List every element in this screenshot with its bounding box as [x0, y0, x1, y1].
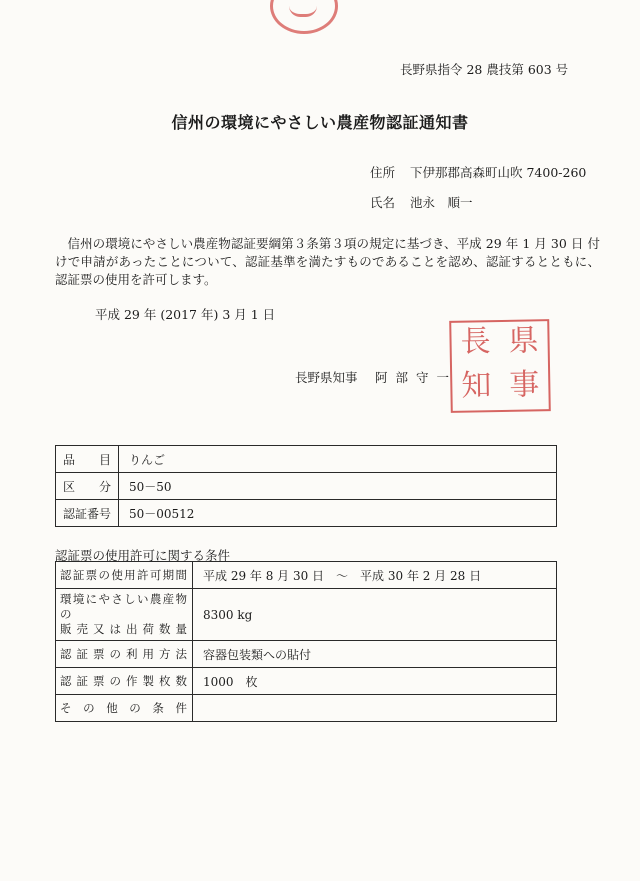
- document-title: 信州の環境にやさしい農産物認証通知書: [171, 113, 469, 132]
- product-table: [55, 445, 557, 527]
- official-seal: [449, 319, 551, 413]
- cert-number-label: 認証番号: [56, 500, 119, 527]
- document-number: 長野県指令 28 農技第 603 号: [400, 62, 569, 77]
- print-count-value: 1000 枚: [193, 668, 557, 695]
- table-row: [56, 668, 557, 695]
- seal-char: 長: [460, 324, 491, 360]
- product-label: 品 目: [56, 446, 119, 473]
- period-value: 平成 29 年 8 月 30 日 ～ 平成 30 年 2 月 28 日: [193, 562, 557, 589]
- name-label: 氏名: [370, 195, 396, 210]
- issue-date: 平成 29 年 (2017 年) 3 月 1 日: [95, 307, 276, 322]
- table-row: [56, 641, 557, 668]
- table-row: [56, 473, 557, 500]
- address-value: 下伊那郡高森町山吹 7400-260: [410, 165, 587, 180]
- category-label: 区 分: [56, 473, 119, 500]
- seal-char: 知: [461, 368, 492, 404]
- conditions-table: [55, 561, 557, 722]
- top-stamp-mark: [270, 0, 338, 34]
- quantity-value: 8300 kg: [193, 589, 557, 641]
- issuer-name: 阿部守一: [375, 370, 458, 385]
- name-value: 池永 順一: [410, 195, 473, 210]
- table-row: [56, 500, 557, 527]
- usage-method-value: 容器包装類への貼付: [193, 641, 557, 668]
- seal-char: 県: [508, 323, 539, 359]
- table-row: [56, 695, 557, 722]
- table-row: [56, 589, 557, 641]
- quantity-label-line1: 環境にやさしい農産物の: [60, 592, 188, 621]
- table-row: [56, 562, 557, 589]
- usage-method-label: 認証票の利用方法: [56, 641, 193, 668]
- category-value: 50－50: [119, 473, 557, 500]
- seal-char: 事: [509, 367, 540, 403]
- period-label: 認証票の使用許可期間: [56, 562, 193, 589]
- issuer-title: 長野県知事: [295, 370, 358, 385]
- other-conditions-label: その他の条件: [56, 695, 193, 722]
- print-count-label: 認証票の作製枚数: [56, 668, 193, 695]
- address-label: 住所: [370, 165, 396, 180]
- other-conditions-value: [193, 695, 557, 722]
- table-row: [56, 446, 557, 473]
- quantity-label: [56, 589, 193, 641]
- product-value: りんご: [119, 446, 557, 473]
- cert-number-value: 50－00512: [119, 500, 557, 527]
- body-paragraph: 信州の環境にやさしい農産物認証要綱第３条第３項の規定に基づき、平成 29 年 1 月 30 日 付けで申請があったことについて、認証基準を満たすものであることを認め、認証するとともに、認証票の使用を許可します。: [55, 236, 600, 287]
- quantity-label-line2: 販売又は出荷数量: [60, 622, 188, 636]
- conditions-heading: 認証票の使用許可に関する条件: [55, 548, 231, 563]
